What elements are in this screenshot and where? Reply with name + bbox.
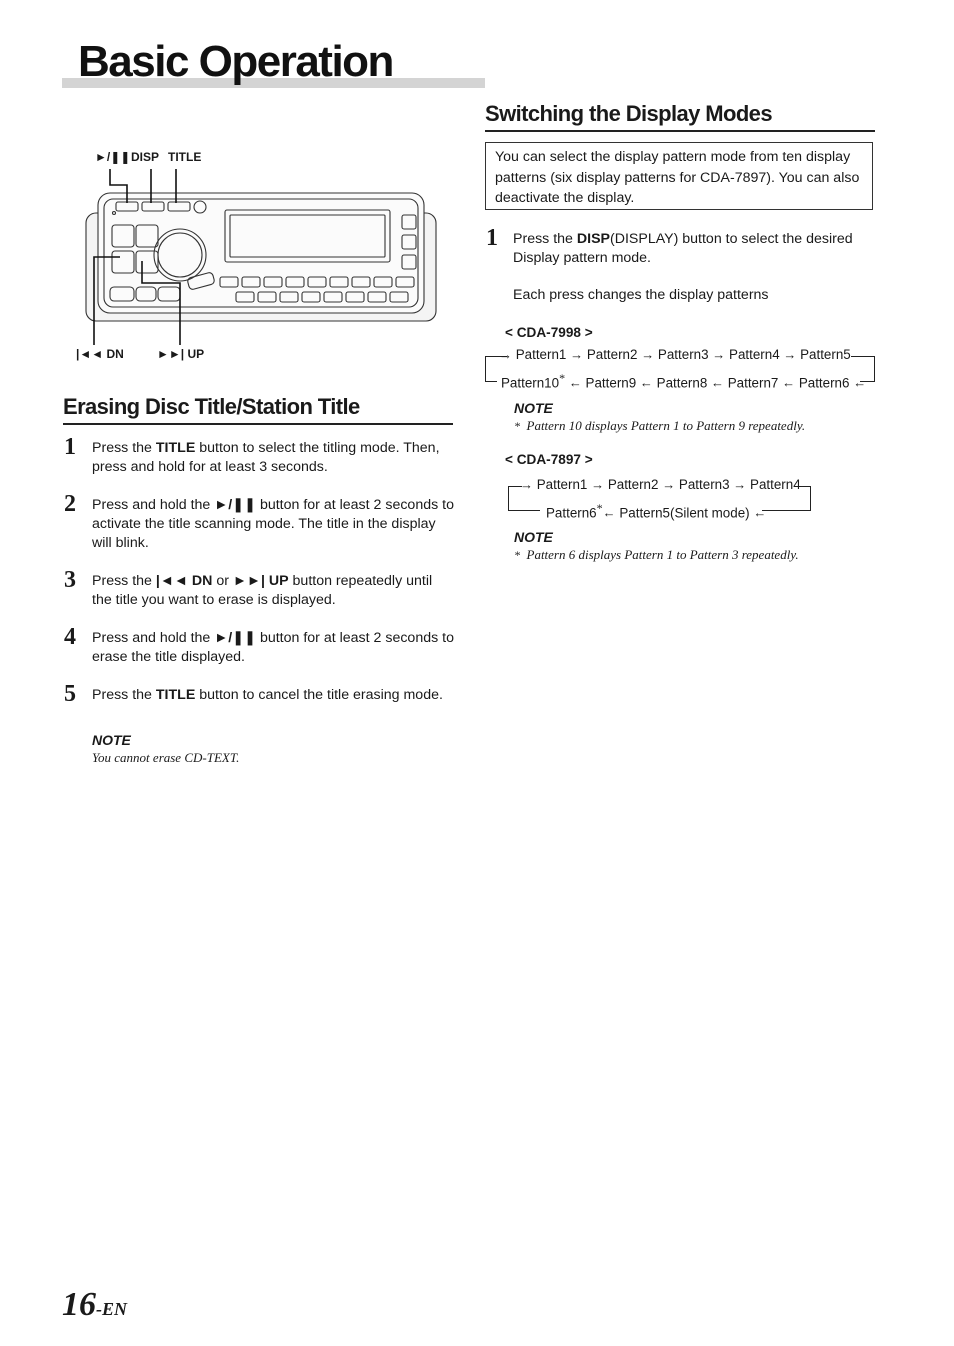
cda7897-note-heading: NOTE	[514, 529, 553, 545]
erase-step-5-number: 5	[64, 681, 76, 707]
diagram-label-title: TITLE	[168, 150, 202, 164]
cda7897-row-1: → Pattern1 → Pattern2 → Pattern3 → Pattern4	[520, 477, 801, 492]
cda7998-row-2: Pattern10* ← Pattern9 ← Pattern8 ← Pattern7 ← Pattern6 ←	[501, 371, 867, 391]
cda7998-label: < CDA-7998 >	[505, 325, 593, 340]
erase-section-heading: Erasing Disc Title/Station Title	[63, 394, 360, 419]
cda7897-loop-bottom-right	[762, 510, 811, 511]
each-press-text: Each press changes the display patterns	[513, 287, 769, 303]
page-title: Basic Operation	[78, 37, 393, 86]
cda7998-loop-right	[874, 356, 875, 382]
erase-step-3-number: 3	[64, 567, 76, 593]
cda7897-loop-bottom-left	[508, 510, 540, 511]
cda7897-label: < CDA-7897 >	[505, 452, 593, 467]
erase-step-4-text: Press and hold the ►/❚❚ button for at least 2 seconds to erase the title displayed.	[92, 630, 454, 665]
erase-step-3-text: Press the |◄◄ DN or ►►| UP button repeatedly until the title you want to erase is displayed.	[92, 573, 433, 608]
head-unit-diagram	[80, 165, 445, 350]
page-number: 16-EN	[62, 1286, 127, 1323]
erase-step-4-number: 4	[64, 624, 76, 650]
cda7998-note-heading: NOTE	[514, 400, 553, 416]
display-intro-box: You can select the display pattern mode from ten display patterns (six display patterns for CDA-7897). You can also deactivate the display.	[485, 142, 873, 210]
cda7897-row-2: Pattern6*← Pattern5(Silent mode) ←	[546, 501, 767, 521]
erase-heading-rule	[63, 423, 453, 425]
erase-step-1-text: Press the TITLE button to select the titling mode. Then, press and hold for at least 3 seconds.	[92, 440, 440, 475]
cda7998-loop-bottom-left	[485, 381, 497, 382]
diagram-label-up: ►►| UP	[157, 347, 205, 361]
display-step-1-text: Press the DISP(DISPLAY) button to select the desired Display pattern mode.	[513, 231, 853, 266]
erase-note-text: You cannot erase CD-TEXT.	[92, 750, 240, 765]
erase-note-heading: NOTE	[92, 732, 131, 748]
cda7998-row-1: → Pattern1 → Pattern2 → Pattern3 → Pattern4 → Pattern5	[499, 347, 851, 362]
cda7897-loop-left	[508, 486, 509, 511]
cda7998-loop-left	[485, 356, 486, 382]
diagram-label-dn: |◄◄ DN	[76, 347, 124, 361]
cda7897-note-text: * Pattern 6 displays Pattern 1 to Pattern 3 repeatedly.	[514, 547, 799, 562]
display-heading-rule	[485, 130, 875, 132]
erase-step-5-text: Press the TITLE button to cancel the title erasing mode.	[92, 687, 443, 703]
diagram-label-disp: DISP	[131, 150, 160, 164]
display-section-heading: Switching the Display Modes	[485, 101, 772, 126]
diagram-label-play-pause: ►/❚❚	[95, 150, 131, 164]
display-step-1-number: 1	[486, 225, 498, 251]
erase-step-2-number: 2	[64, 491, 76, 517]
erase-step-2-text: Press and hold the ►/❚❚ button for at least 2 seconds to activate the title scanning mode. The title in the display will blink.	[92, 497, 454, 551]
cda7998-loop-top-right	[851, 356, 875, 357]
erase-step-1-number: 1	[64, 434, 76, 460]
cda7998-note-text: * Pattern 10 displays Pattern 1 to Pattern 9 repeatedly.	[514, 418, 806, 433]
cda7897-loop-right	[810, 486, 811, 511]
